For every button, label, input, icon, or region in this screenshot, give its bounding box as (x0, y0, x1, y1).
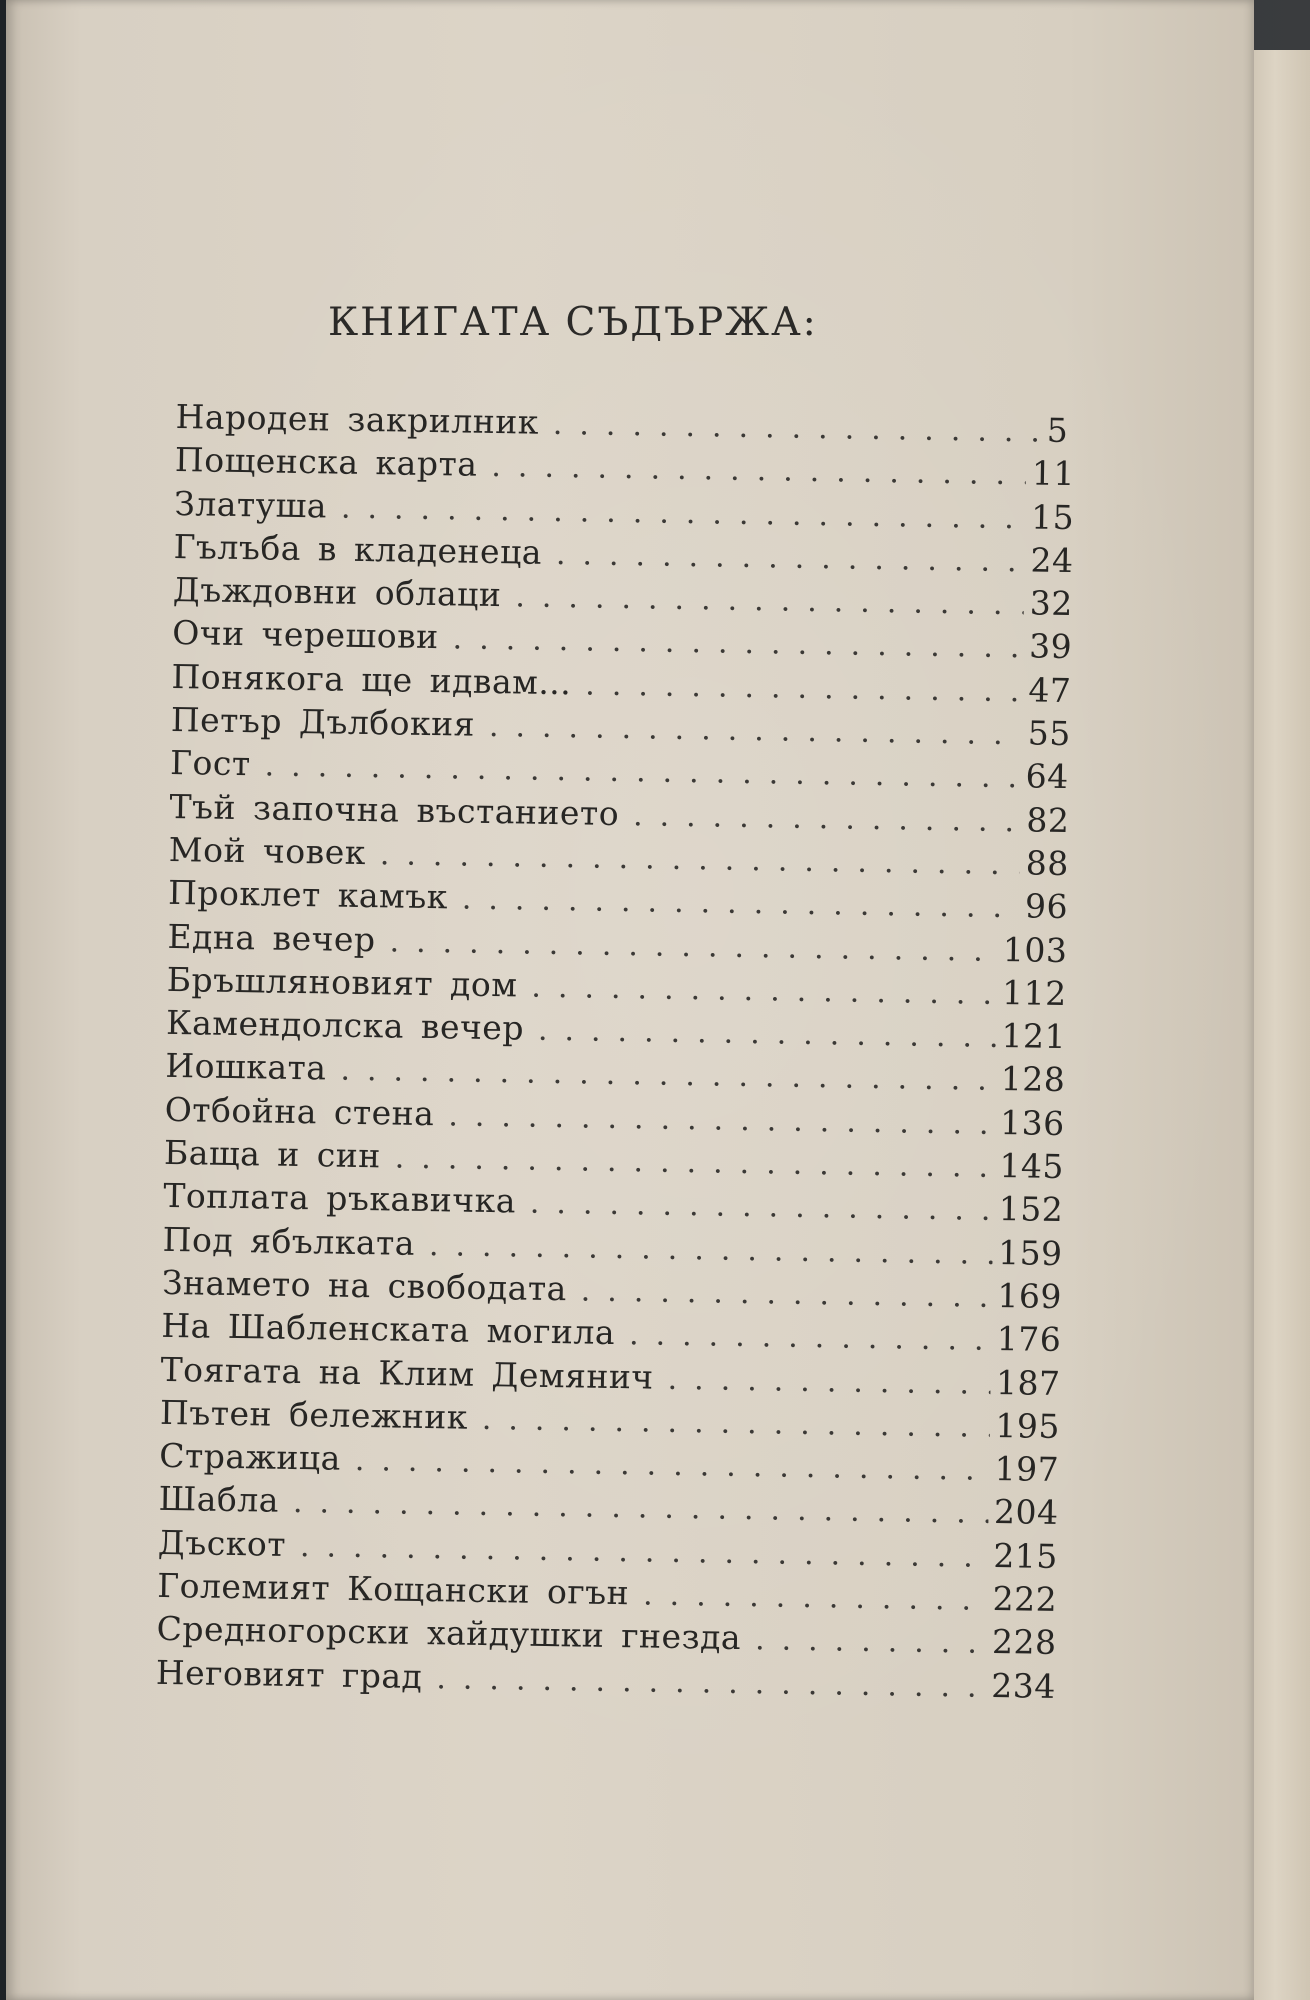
toc-entry-page-number: 5 (1046, 410, 1069, 451)
toc-entry-page-number: 128 (1000, 1059, 1066, 1100)
toc-entry-page-number: 39 (1028, 626, 1073, 667)
toc-entry-page-number: 55 (1027, 713, 1072, 754)
toc-entry-page-number: 215 (993, 1535, 1059, 1576)
dot-leader (538, 1009, 996, 1059)
table-of-contents (156, 395, 1076, 1708)
toc-entry-title: Тоягата на Клим Демянич (160, 1349, 654, 1397)
toc-entry-page-number: 204 (993, 1492, 1059, 1533)
toc-entry-title: Понякога ще идвам... (171, 656, 572, 703)
toc-entry-title: Стражица (159, 1435, 342, 1478)
dot-leader (755, 1619, 987, 1666)
toc-entry-title: Тъй започна въстанието (169, 786, 620, 833)
toc-entry-title: Пощенска карта (174, 440, 478, 485)
toc-entry-page-number: 176 (996, 1319, 1062, 1360)
toc-entry-page-number: 88 (1025, 843, 1070, 884)
toc-entry-title: Големият Кощански огън (156, 1565, 630, 1613)
toc-entry-title: Петър Дълбокия (170, 700, 476, 744)
toc-entry-title: Гост (169, 743, 251, 784)
toc-entry-page-number: 228 (991, 1622, 1057, 1663)
toc-entry-title: Знамето на свободата (161, 1262, 568, 1309)
toc-entry-title: Очи черешови (171, 613, 440, 657)
toc-entry-title: Топлата ръкавичка (163, 1176, 517, 1221)
toc-entry-page-number: 197 (994, 1449, 1060, 1490)
toc-entry-page-number: 112 (1001, 972, 1068, 1013)
toc-heading: КНИГАТА СЪДЪРЖА: (328, 300, 818, 345)
toc-entry-page-number: 159 (997, 1232, 1063, 1273)
toc-entry-title: Шабла (158, 1479, 280, 1521)
toc-entry-title: Пътен бележник (159, 1392, 469, 1437)
toc-entry-page-number: 222 (992, 1578, 1058, 1620)
dot-leader (553, 403, 1042, 454)
toc-entry-title: Бръшляновият дом (166, 959, 518, 1005)
toc-entry-page-number: 47 (1028, 670, 1072, 710)
toc-entry-page-number: 32 (1029, 583, 1074, 624)
dot-leader (629, 1313, 991, 1362)
toc-entry-page-number: 169 (997, 1275, 1063, 1316)
toc-entry-title: Гълъба в кладенеца (173, 526, 543, 572)
toc-entry-page-number: 187 (995, 1362, 1061, 1403)
dot-leader (585, 663, 1023, 713)
toc-entry-title: На Шабленската могила (161, 1306, 616, 1353)
book-page (6, 0, 1254, 2000)
dot-leader (667, 1357, 990, 1405)
toc-entry-page-number: 234 (991, 1665, 1057, 1706)
toc-entry-title: Мой човек (168, 829, 367, 873)
toc-entry-title: Отбойна стена (164, 1089, 435, 1133)
toc-entry-page-number: 152 (998, 1189, 1064, 1230)
toc-entry-page-number: 96 (1024, 886, 1069, 927)
toc-entry-page-number: 121 (1001, 1016, 1067, 1057)
toc-entry-title: Иошката (165, 1046, 327, 1088)
toc-entry-title: Златуша (173, 483, 328, 525)
dot-leader (633, 794, 1021, 843)
toc-entry-title: Неговият град (155, 1652, 423, 1696)
toc-entry-title: Дъждовни облаци (172, 570, 502, 615)
toc-entry-page-number: 103 (1002, 929, 1068, 970)
dot-leader (556, 533, 1025, 584)
toc-entry-page-number: 15 (1030, 497, 1075, 537)
toc-entry-title: Една вечер (167, 916, 376, 959)
toc-entry-page-number: 82 (1026, 800, 1070, 840)
toc-entry-page-number: 145 (999, 1146, 1065, 1187)
dot-leader (436, 1657, 986, 1709)
toc-entry-title: Под ябълката (162, 1219, 416, 1263)
toc-entry-title: Баща и син (163, 1132, 382, 1176)
toc-entry-page-number: 195 (995, 1405, 1061, 1446)
toc-entry-page-number: 11 (1031, 453, 1076, 494)
dot-leader (580, 1269, 991, 1319)
toc-entry-title: Дъскот (157, 1522, 287, 1564)
dot-leader (531, 966, 996, 1017)
toc-entry-page-number: 24 (1030, 540, 1074, 581)
toc-entry-title: Народен закрилник (175, 396, 540, 442)
toc-entry-title: Камендолска вечер (165, 1003, 525, 1048)
toc-entry-page-number: 64 (1025, 756, 1070, 797)
dot-leader (530, 1182, 994, 1233)
toc-entry-title: Проклет камък (167, 873, 449, 917)
toc-entry-title: Средногорски хайдушки гнезда (156, 1609, 742, 1658)
toc-entry-page-number: 136 (999, 1102, 1065, 1143)
